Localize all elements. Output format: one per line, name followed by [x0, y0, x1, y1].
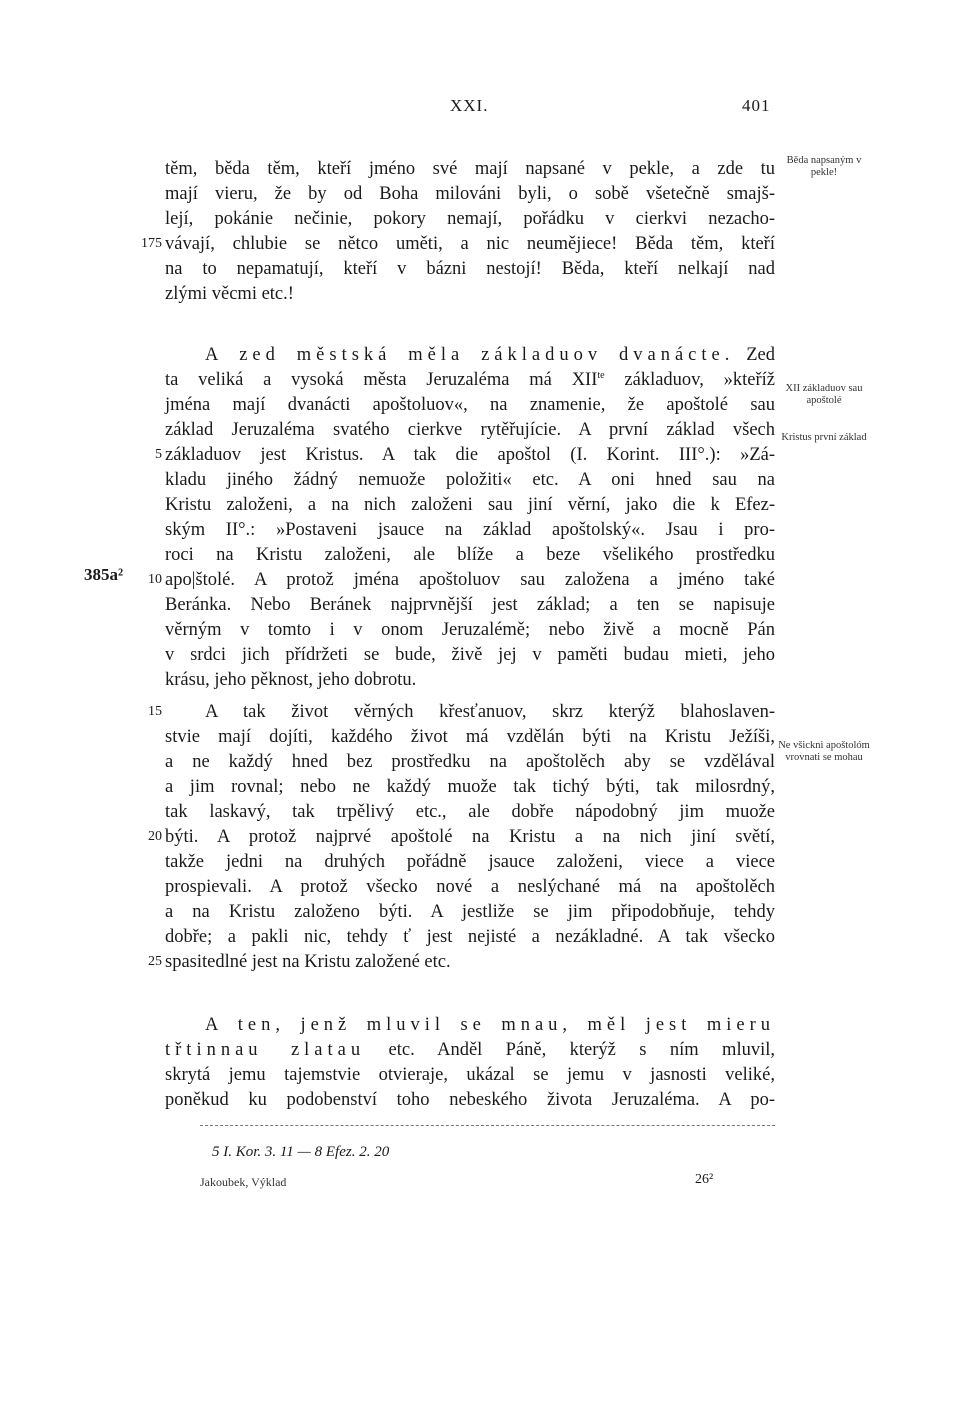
text-line	[205, 1013, 775, 1037]
text-line	[165, 368, 775, 392]
superscript: te	[597, 369, 605, 381]
spaced-phrase: třtinnau zlatau	[165, 1040, 366, 1060]
spaced-phrase: A zed městská měla základuov dvanácte.	[205, 345, 735, 365]
text-line: lejí, pokánie nečinie, pokory nemají, pořádku v cierkvi nezacho-	[165, 209, 775, 229]
line-number: 10	[148, 572, 162, 587]
text-line: Beránka. Nebo Beránek najprvnější jest základ; a ten se napisuje	[165, 595, 775, 615]
text-line: a na Kristu založeno býti. A jestliže se jim připodobňuje, tehdy	[165, 902, 775, 922]
text-line: býti. A protož najprvé apoštolé na Kristu a na nich jiní světí,	[165, 827, 775, 847]
signature-right: 26²	[695, 1172, 714, 1187]
text-line: základuov jest Kristus. A tak die apoštol (I. Korint. III°.): »Zá-	[165, 445, 775, 465]
text-line: vávají, chlubie se nětco uměti, a nic neumějiece! Běda těm, kteří	[165, 234, 775, 254]
text-fragment: základuov, »kteříž	[624, 370, 775, 390]
text-line: A tak život věrných křesťanuov, skrz kterýž blahoslaven-	[205, 702, 775, 722]
text-line: roci na Kristu založeni, ale blíže a beze všelikého prostředku	[165, 545, 775, 565]
text-line: základ Jeruzaléma svatého cierkve rytěřujície. A první základ všech	[165, 420, 775, 440]
text-line: ským II°.: »Postaveni jsauce na základ apoštolský«. Jsau i pro-	[165, 520, 775, 540]
page-number: 401	[742, 96, 771, 115]
line-number: 5	[155, 447, 162, 462]
text-line: kladu jiného žádný nemuože položiti« etc. A oni hned sau na	[165, 470, 775, 490]
text-line: zlými věcmi etc.!	[165, 284, 294, 304]
text-line: Kristu založeni, a na nich založeni sau jiní věrní, jako die k Efez-	[165, 495, 775, 515]
text-line: tak laskavý, tak trpělivý etc., ale dobře nápodobný jim muože	[165, 802, 775, 822]
text-line: těm, běda těm, kteří jméno své mají napsané v pekle, a zde tu	[165, 159, 775, 179]
margin-note: Běda napsaným v pekle!	[786, 155, 862, 178]
text-line: stvie mají dojíti, každého život má vzdělán býti na Kristu Ježíši,	[165, 727, 775, 747]
text-line: spasitedlné jest na Kristu založené etc.	[165, 952, 451, 972]
text-line: v srdci jich přídržeti se bude, živě jej v paměti budau mieti, jeho	[165, 645, 775, 665]
line-number: 175	[141, 236, 162, 251]
text-line	[165, 1038, 775, 1062]
text-line: jména mají dvanácti apoštoluov«, na znamenie, že apoštolé sau	[165, 395, 775, 415]
folio-mark: 385a²	[84, 565, 124, 584]
text-line: poněkud ku podobenství toho nebeského života Jeruzaléma. A po-	[165, 1090, 775, 1110]
text-line: dobře; a pakli nic, tehdy ť jest nejisté a nezákladné. A tak všecko	[165, 927, 775, 947]
footnote-divider	[200, 1125, 775, 1126]
signature-left: Jakoubek, Výklad	[200, 1175, 287, 1189]
text-fragment: ta veliká a vysoká města Jeruzaléma má XII	[165, 370, 598, 390]
running-header-title: XXI.	[450, 96, 489, 115]
line-number: 25	[148, 954, 162, 969]
margin-note: Kristus první základ	[781, 432, 867, 443]
text-line: na to nepamatují, kteří v bázni nestojí! Běda, kteří nelkají nad	[165, 259, 775, 279]
footnote: 5 I. Kor. 3. 11 — 8 Efez. 2. 20	[212, 1144, 390, 1160]
text-line: skrytá jemu tajemstvie otvieraje, ukázal se jemu v jasnosti veliké,	[165, 1065, 775, 1085]
text-line: prospievali. A protož všecko nové a neslýchané má na apoštolěch	[165, 877, 775, 897]
text-line: a ne každý hned bez prostředku na apoštolěch aby se vzdělával	[165, 752, 775, 772]
text-line: mají vieru, že by od Boha milováni byli, o sobě všetečně smajš-	[165, 184, 775, 204]
text-line: apo|štolé. A protož jména apoštoluov sau založena a jméno také	[165, 570, 775, 590]
line-number: 15	[148, 704, 162, 719]
margin-note: Ne všickni apoštolóm vrovnati se mohau	[778, 740, 870, 763]
margin-note: XII základuov sau apoštolé	[785, 383, 863, 406]
text-fragment: etc. Anděl Páně, kterýž s ním mluvil,	[388, 1040, 775, 1060]
line-number: 20	[148, 829, 162, 844]
text-fragment: Zed	[746, 345, 776, 365]
text-line: a jim rovnal; nebo ne každý muože tak tichý býti, tak milosrdný,	[165, 777, 775, 797]
text-line: věrným v tomto i v onom Jeruzalémě; nebo živě a mocně Pán	[165, 620, 775, 640]
text-line: takže jedni na druhých pořádně jsauce založeni, viece a viece	[165, 852, 775, 872]
spaced-phrase: A ten, jenž mluvil se mnau, měl jest mieru	[205, 1015, 775, 1035]
text-line	[205, 343, 775, 367]
text-line: krásu, jeho pěknost, jeho dobrotu.	[165, 670, 417, 690]
